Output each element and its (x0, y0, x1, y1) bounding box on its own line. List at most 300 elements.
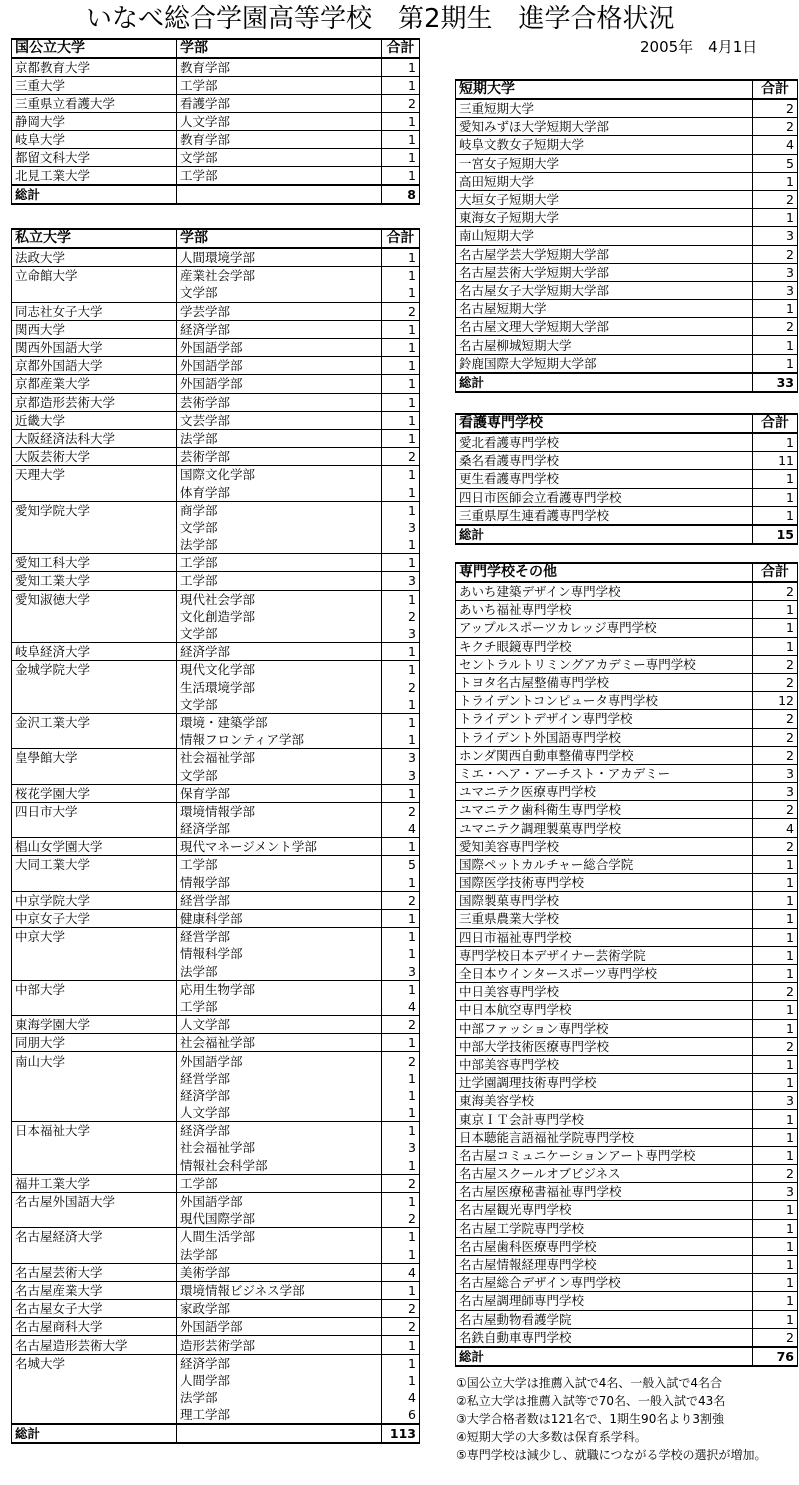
school-cell (12, 1104, 177, 1122)
count-cell: 1 (382, 483, 420, 501)
faculty-cell: 工学部 (177, 77, 382, 95)
school-cell: 関西大学 (12, 320, 177, 338)
header-row (456, 563, 798, 582)
table-row (12, 661, 420, 679)
header-total: 合計 (382, 39, 420, 58)
table-row (12, 1372, 420, 1389)
school-cell: 三重県厚生連看護専門学校 (456, 506, 753, 525)
faculty-cell: 文芸学部 (177, 411, 382, 429)
count-cell: 4 (382, 820, 420, 838)
faculty-cell: 経営学部 (177, 928, 382, 946)
total-row (456, 1347, 798, 1366)
school-cell: 三重短期大学 (456, 99, 753, 118)
count-cell: 3 (382, 572, 420, 590)
school-cell: 中部大学技術医療専門学校 (456, 1037, 753, 1055)
count-cell: 1 (753, 619, 798, 637)
count-cell: 2 (753, 728, 798, 746)
count-cell: 1 (382, 393, 420, 411)
school-cell: 名古屋動物看護学院 (456, 1310, 753, 1328)
table-row (12, 167, 420, 186)
table-row (12, 679, 420, 696)
total-count: 113 (382, 1424, 420, 1443)
count-cell: 1 (382, 661, 420, 679)
table-row (456, 1274, 798, 1292)
table-row (12, 1228, 420, 1246)
school-cell: 京都造形芸術大学 (12, 393, 177, 411)
table-row (456, 673, 798, 691)
table-row (456, 764, 798, 782)
school-cell: 金城学院大学 (12, 661, 177, 679)
table-row (12, 1406, 420, 1424)
note-5: ⑤専門学校は減少し、就職につながる学校の選択が増加。 (456, 1448, 767, 1462)
table-row (12, 1157, 420, 1175)
school-cell: セントラルトリミングアカデミー専門学校 (456, 655, 753, 673)
count-cell: 2 (382, 802, 420, 820)
count-cell: 1 (382, 411, 420, 429)
school-cell: 一宮女子短期大学 (456, 154, 753, 172)
faculty-cell: 社会福祉学部 (177, 749, 382, 767)
school-cell: 四日市大学 (12, 802, 177, 820)
faculty-cell: 外国語学部 (177, 375, 382, 393)
table-row (12, 77, 420, 95)
count-cell: 1 (382, 357, 420, 375)
count-cell: 1 (753, 1255, 798, 1273)
school-cell: 名古屋商科大学 (12, 1318, 177, 1336)
school-cell (12, 1389, 177, 1406)
faculty-cell: 人文学部 (177, 1016, 382, 1034)
faculty-cell: 応用生物学部 (177, 980, 382, 998)
total-label: 総計 (12, 1424, 177, 1443)
notes (456, 1374, 767, 1464)
total-label: 総計 (456, 525, 753, 544)
table-row (456, 746, 798, 764)
school-cell: 中日美容専門学校 (456, 983, 753, 1001)
count-cell: 1 (382, 77, 420, 95)
count-cell: 1 (382, 1246, 420, 1264)
table-row (12, 766, 420, 784)
count-cell: 1 (753, 1128, 798, 1146)
school-cell: 国際ペットカルチャー総合学院 (456, 855, 753, 873)
count-cell: 1 (382, 980, 420, 998)
faculty-cell: 家政学部 (177, 1300, 382, 1318)
faculty-cell: 生活環境学部 (177, 679, 382, 696)
school-cell: キクチ眼鏡専門学校 (456, 637, 753, 655)
count-cell: 1 (753, 354, 798, 373)
faculty-cell: 学芸学部 (177, 302, 382, 320)
table-row (456, 99, 798, 118)
faculty-cell: 現代マネージメント学部 (177, 838, 382, 856)
faculty-cell: 文学部 (177, 519, 382, 536)
school-cell: 中部美容専門学校 (456, 1055, 753, 1073)
count-cell: 3 (753, 764, 798, 782)
faculty-cell: 美術学部 (177, 1263, 382, 1281)
header-total: 合計 (753, 414, 798, 433)
school-cell (12, 1087, 177, 1104)
count-cell: 1 (753, 488, 798, 506)
count-cell: 2 (382, 1300, 420, 1318)
table-row (456, 855, 798, 873)
count-cell: 1 (382, 1192, 420, 1210)
count-cell: 2 (753, 710, 798, 728)
school-cell: 中京女子大学 (12, 909, 177, 927)
table-row (12, 284, 420, 302)
school-cell (12, 696, 177, 714)
school-cell: 中部ファッション専門学校 (456, 1019, 753, 1037)
table-row (456, 1219, 798, 1237)
count-cell: 1 (753, 1201, 798, 1219)
school-cell: 名城大学 (12, 1354, 177, 1372)
total-label: 総計 (456, 373, 753, 392)
count-cell: 1 (382, 838, 420, 856)
school-cell: 東海学園大学 (12, 1016, 177, 1034)
table-row (456, 318, 798, 336)
total-row (12, 185, 420, 204)
note-1: ①国公立大学は推薦入試で4名、一般入試で4名合 (456, 1376, 723, 1390)
count-cell: 1 (382, 320, 420, 338)
table-row (456, 1255, 798, 1273)
count-cell: 1 (382, 554, 420, 572)
table-row (456, 227, 798, 245)
school-cell: あいち福祉専門学校 (456, 601, 753, 619)
school-cell (12, 1157, 177, 1175)
table-row (12, 1336, 420, 1354)
school-cell: 大阪芸術大学 (12, 448, 177, 466)
table-row (456, 1165, 798, 1183)
school-cell: 名古屋経済大学 (12, 1228, 177, 1246)
table-row (12, 1070, 420, 1087)
count-cell: 1 (382, 643, 420, 661)
table-row (12, 338, 420, 356)
faculty-cell: 芸術学部 (177, 448, 382, 466)
school-cell: 日本聴能言語福祉学院専門学校 (456, 1128, 753, 1146)
table-row (12, 572, 420, 590)
table-row (12, 874, 420, 892)
count-cell: 3 (753, 1092, 798, 1110)
count-cell: 1 (753, 637, 798, 655)
school-cell: トライデントデザイン専門学校 (456, 710, 753, 728)
count-cell: 1 (382, 1104, 420, 1122)
count-cell: 1 (753, 470, 798, 488)
table-row (456, 1074, 798, 1092)
table-row (12, 1354, 420, 1372)
table-row (12, 519, 420, 536)
school-cell: 北見工業大学 (12, 167, 177, 186)
count-cell: 12 (753, 692, 798, 710)
count-cell: 2 (753, 582, 798, 601)
header-school: 短期大学 (456, 80, 753, 99)
table-row (12, 375, 420, 393)
school-cell (12, 874, 177, 892)
faculty-cell: 経済学部 (177, 820, 382, 838)
school-cell: 専門学校日本デザイナー芸術学院 (456, 946, 753, 964)
count-cell: 2 (382, 1016, 420, 1034)
table-row (456, 172, 798, 190)
header-school: 専門学校その他 (456, 563, 753, 582)
table-row (456, 118, 798, 136)
count-cell: 3 (382, 749, 420, 767)
table-row (456, 488, 798, 506)
count-cell: 3 (382, 766, 420, 784)
faculty-cell: 文学部 (177, 284, 382, 302)
school-cell: 名古屋女子大学 (12, 1300, 177, 1318)
faculty-cell: 環境情報ビジネス学部 (177, 1281, 382, 1299)
count-cell: 1 (382, 1087, 420, 1104)
count-cell: 1 (753, 1292, 798, 1310)
count-cell: 1 (382, 429, 420, 447)
count-cell: 3 (382, 1139, 420, 1156)
count-cell: 1 (382, 113, 420, 131)
table-row (456, 801, 798, 819)
table-row (456, 336, 798, 354)
table-row (456, 1055, 798, 1073)
school-cell: トライデント外国語専門学校 (456, 728, 753, 746)
faculty-cell: 教育学部 (177, 58, 382, 77)
table-row (456, 263, 798, 281)
count-cell: 1 (382, 1070, 420, 1087)
faculty-cell: 外国語学部 (177, 1192, 382, 1210)
table-row (456, 433, 798, 452)
faculty-cell: 環境情報学部 (177, 802, 382, 820)
school-cell: 名鉄自動車専門学校 (456, 1328, 753, 1347)
count-cell: 2 (753, 245, 798, 263)
faculty-cell: 工学部 (177, 572, 382, 590)
table-row (456, 601, 798, 619)
count-cell: 2 (382, 608, 420, 625)
count-cell: 1 (382, 784, 420, 802)
count-cell: 2 (753, 673, 798, 691)
table-row (456, 983, 798, 1001)
school-cell: 名古屋コミュニケーションアート専門学校 (456, 1146, 753, 1164)
faculty-cell: 情報学部 (177, 874, 382, 892)
count-cell: 1 (753, 1019, 798, 1037)
school-cell: 名古屋歯科医療専門学校 (456, 1237, 753, 1255)
count-cell: 1 (382, 731, 420, 749)
school-cell: 中日本航空専門学校 (456, 1001, 753, 1019)
table-row (456, 1037, 798, 1055)
table-row (456, 452, 798, 470)
school-cell: 高田短期大学 (456, 172, 753, 190)
faculty-cell: 体育学部 (177, 483, 382, 501)
faculty-cell: 理工学部 (177, 1406, 382, 1424)
faculty-cell: 経済学部 (177, 643, 382, 661)
school-cell (12, 731, 177, 749)
count-cell: 2 (753, 118, 798, 136)
total-row (456, 525, 798, 544)
school-cell: 関西外国語大学 (12, 338, 177, 356)
count-cell: 11 (753, 452, 798, 470)
school-cell: 名古屋情報経理専門学校 (456, 1255, 753, 1273)
vocational-school-table (455, 562, 798, 1367)
count-cell: 5 (753, 154, 798, 172)
count-cell: 1 (382, 131, 420, 149)
table-row (12, 998, 420, 1016)
table-row (12, 1016, 420, 1034)
count-cell: 1 (382, 909, 420, 927)
count-cell: 1 (753, 506, 798, 525)
total-count: 15 (753, 525, 798, 544)
school-cell: 天理大学 (12, 466, 177, 484)
table-row (12, 1087, 420, 1104)
school-cell (12, 1372, 177, 1389)
school-cell: 名古屋外国語大学 (12, 1192, 177, 1210)
count-cell: 1 (753, 601, 798, 619)
school-cell: 椙山女学園大学 (12, 838, 177, 856)
count-cell: 1 (382, 928, 420, 946)
school-cell: 静岡大学 (12, 113, 177, 131)
header-row (12, 229, 420, 248)
table-row (456, 154, 798, 172)
table-row (12, 891, 420, 909)
faculty-cell: 看護学部 (177, 95, 382, 113)
school-cell: 国際製菓専門学校 (456, 892, 753, 910)
table-row (456, 1092, 798, 1110)
table-row (456, 1183, 798, 1201)
table-row (12, 1034, 420, 1052)
school-cell: 愛知学院大学 (12, 501, 177, 519)
school-cell: ホンダ関西自動車整備専門学校 (456, 746, 753, 764)
faculty-cell: 現代国際学部 (177, 1210, 382, 1228)
count-cell: 2 (753, 983, 798, 1001)
table-row (12, 1389, 420, 1406)
faculty-cell: 法学部 (177, 1246, 382, 1264)
school-cell: 名古屋観光専門学校 (456, 1201, 753, 1219)
faculty-cell: 造形芸術学部 (177, 1336, 382, 1354)
count-cell: 2 (382, 448, 420, 466)
count-cell: 4 (382, 1263, 420, 1281)
count-cell: 1 (753, 172, 798, 190)
count-cell: 1 (753, 1237, 798, 1255)
faculty-cell: 現代社会学部 (177, 590, 382, 608)
national-university-table (11, 38, 420, 205)
count-cell: 1 (753, 1001, 798, 1019)
table-row (456, 354, 798, 373)
count-cell: 2 (753, 655, 798, 673)
faculty-cell: 人間生活学部 (177, 1228, 382, 1246)
school-cell: 東海女子短期大学 (456, 209, 753, 227)
school-cell: 全日本ウインタースポーツ専門学校 (456, 964, 753, 982)
table-row (456, 692, 798, 710)
count-cell: 2 (382, 95, 420, 113)
school-cell: 名古屋産業大学 (12, 1281, 177, 1299)
faculty-cell: 情報科学部 (177, 945, 382, 962)
faculty-cell: 健康科学部 (177, 909, 382, 927)
school-cell: 中京学院大学 (12, 891, 177, 909)
table-row (456, 1128, 798, 1146)
school-cell: 近畿大学 (12, 411, 177, 429)
school-cell: 愛知工業大学 (12, 572, 177, 590)
school-cell: 名古屋造形芸術大学 (12, 1336, 177, 1354)
school-cell (12, 483, 177, 501)
school-cell (12, 1139, 177, 1156)
school-cell (12, 1070, 177, 1087)
table-row (12, 1300, 420, 1318)
school-cell: 中部大学 (12, 980, 177, 998)
count-cell: 1 (753, 300, 798, 318)
count-cell: 1 (382, 1336, 420, 1354)
school-cell: 四日市福祉専門学校 (456, 928, 753, 946)
count-cell: 3 (753, 1183, 798, 1201)
table-row (12, 320, 420, 338)
school-cell: 南山短期大学 (456, 227, 753, 245)
school-cell: 法政大学 (12, 248, 177, 267)
table-row (12, 643, 420, 661)
school-cell: 愛知工科大学 (12, 554, 177, 572)
table-row (456, 506, 798, 525)
school-cell: 名古屋医療秘書福祉専門学校 (456, 1183, 753, 1201)
faculty-cell: 経済学部 (177, 1087, 382, 1104)
table-row (456, 710, 798, 728)
header-total: 合計 (753, 563, 798, 582)
count-cell: 1 (753, 892, 798, 910)
school-cell: 岐阜大学 (12, 131, 177, 149)
count-cell: 1 (382, 874, 420, 892)
header-total: 合計 (753, 80, 798, 99)
table-row (12, 1104, 420, 1122)
count-cell: 2 (753, 190, 798, 208)
count-cell: 1 (382, 167, 420, 186)
school-cell: 南山大学 (12, 1052, 177, 1070)
count-cell: 1 (753, 1310, 798, 1328)
table-row (456, 190, 798, 208)
table-row (12, 696, 420, 714)
table-row (456, 245, 798, 263)
faculty-cell: 人間学部 (177, 1372, 382, 1389)
faculty-cell: 社会福祉学部 (177, 1034, 382, 1052)
table-row (456, 637, 798, 655)
count-cell: 1 (382, 1157, 420, 1175)
count-cell: 1 (382, 945, 420, 962)
faculty-cell: 法学部 (177, 963, 382, 981)
count-cell: 1 (382, 284, 420, 302)
table-row (12, 501, 420, 519)
count-cell: 2 (382, 1174, 420, 1192)
school-cell: 名古屋短期大学 (456, 300, 753, 318)
count-cell: 1 (382, 338, 420, 356)
count-cell: 2 (382, 302, 420, 320)
count-cell: 2 (753, 801, 798, 819)
school-cell: アップルスポーツカレッジ専門学校 (456, 619, 753, 637)
table-row (456, 910, 798, 928)
school-cell (12, 625, 177, 643)
count-cell: 1 (382, 536, 420, 554)
school-cell: 岐阜文教女子短期大学 (456, 136, 753, 154)
table-row (456, 655, 798, 673)
school-cell: 同朋大学 (12, 1034, 177, 1052)
header-row (456, 414, 798, 433)
faculty-cell: 保育学部 (177, 784, 382, 802)
count-cell: 1 (382, 1034, 420, 1052)
table-row (456, 1310, 798, 1328)
table-row (12, 625, 420, 643)
header-school: 国公立大学 (12, 39, 177, 58)
count-cell: 1 (753, 209, 798, 227)
school-cell: 同志社女子大学 (12, 302, 177, 320)
note-3: ③大学合格者数は121名で、1期生90名より3割強 (456, 1412, 724, 1426)
count-cell: 1 (753, 946, 798, 964)
count-cell: 1 (753, 855, 798, 873)
faculty-cell: 経済学部 (177, 1122, 382, 1140)
table-row (12, 1052, 420, 1070)
count-cell: 1 (753, 910, 798, 928)
table-row (12, 466, 420, 484)
count-cell: 2 (382, 1318, 420, 1336)
table-row (456, 209, 798, 227)
count-cell: 1 (753, 928, 798, 946)
school-cell: 名古屋芸術大学 (12, 1263, 177, 1281)
count-cell: 1 (382, 1281, 420, 1299)
school-cell: 大阪経済法科大学 (12, 429, 177, 447)
count-cell: 1 (382, 501, 420, 519)
